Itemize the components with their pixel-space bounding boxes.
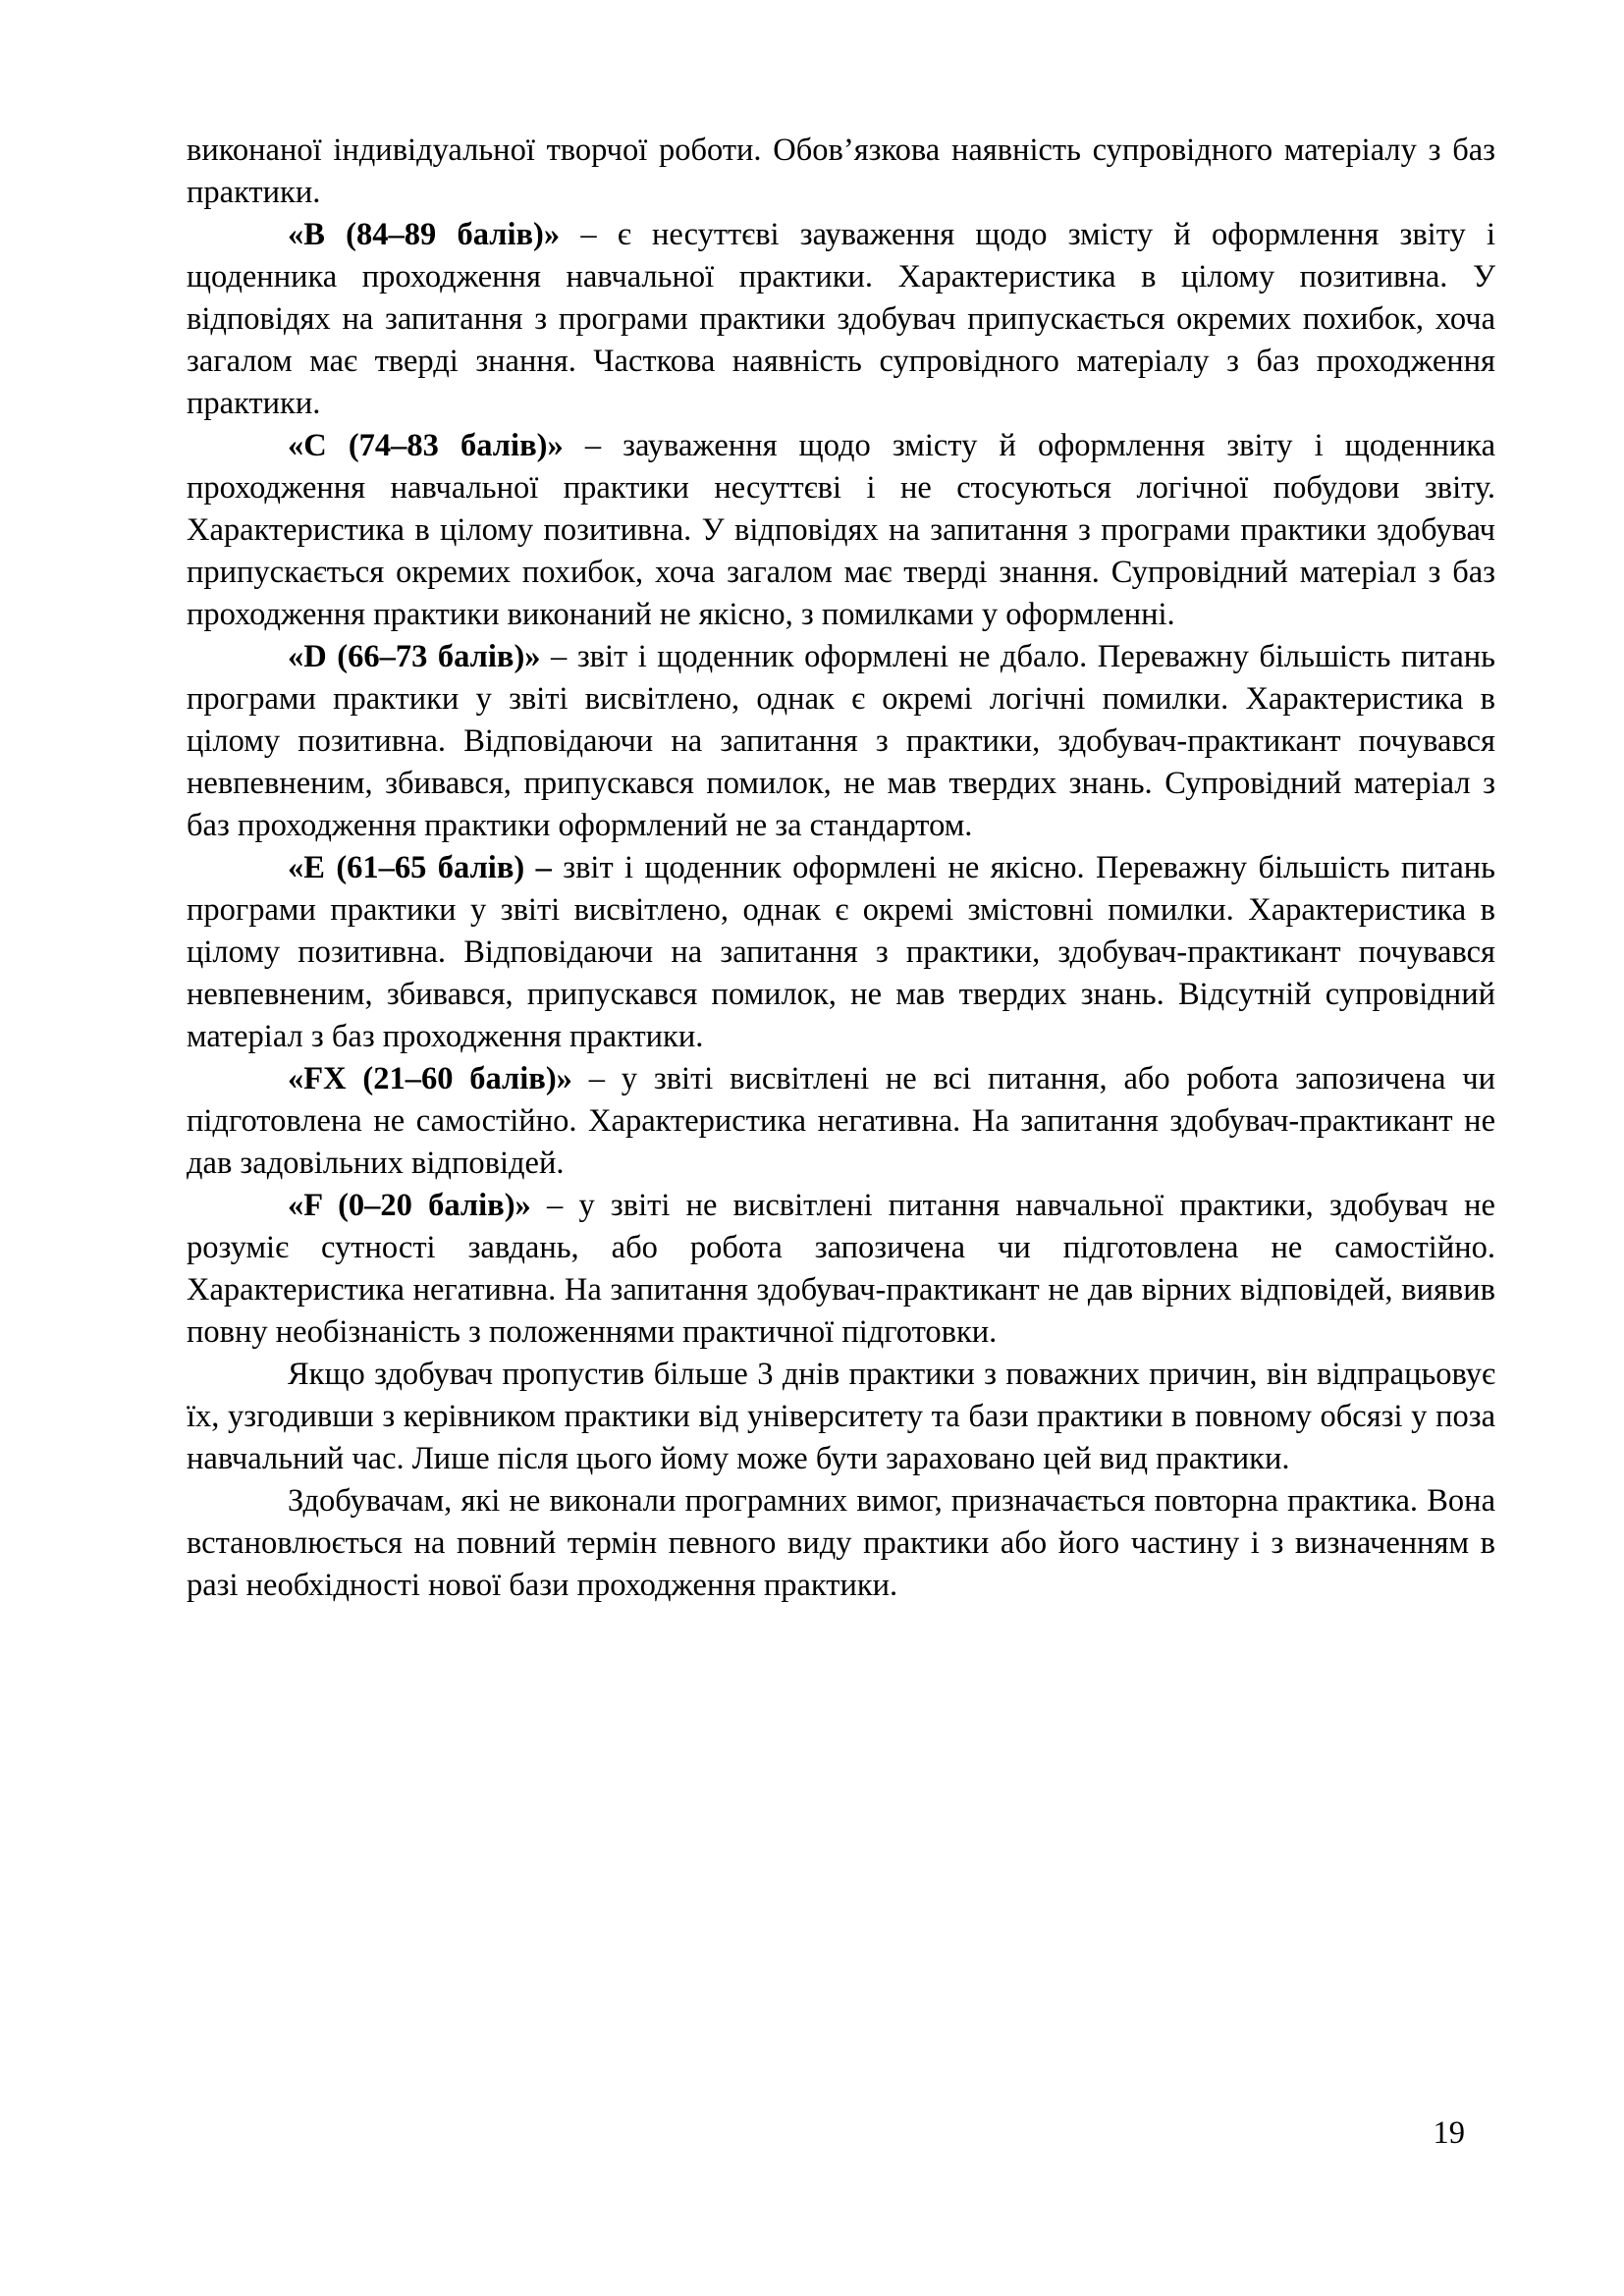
paragraph-grade-f: [187, 1185, 1495, 1354]
paragraph-text: Здобувачам, які не виконали програмних вимог, призначається повторна практика. Вона встановлюється на повний термін певного виду практики або його частину і з визначенням в разі необхідності нової бази проходження практики.: [187, 1483, 1495, 1603]
grade-d-label: «D (66–73 балів)»: [288, 639, 541, 674]
paragraph-text: – зауваження щодо змісту й оформлення звіту і щоденника проходження навчальної практики несуттєві і не стосуються логічної побудови звіту. Характеристика в цілому позитивна. У відповідях на запитання з програми практики здобувач припускається окремих похибок, хоча загалом має тверді знання. Супровідний матеріал з баз проходження практики виконаний не якісно, з помилками у оформленні.: [187, 428, 1496, 632]
grade-fx-label: «FX (21–60 балів)»: [288, 1061, 572, 1096]
paragraph-grade-c: [187, 425, 1495, 636]
document-text-block: [187, 130, 1495, 1607]
page-number: 19: [1433, 2115, 1465, 2151]
paragraph-text: виконаної індивідуальної творчої роботи. Обов’язкова наявність супровідного матеріалу з баз практики.: [187, 133, 1495, 210]
paragraph-text: – є несуттєві зауваження щодо змісту й оформлення звіту і щоденника проходження навчальної практики. Характеристика в цілому позитивна. У відповідях на запитання з програми практики здобувач припускається окремих похибок, хоча загалом має тверді знання. Часткова наявність супровідного матеріалу з баз проходження практики.: [187, 217, 1495, 421]
paragraph-grade-fx: [187, 1058, 1495, 1185]
paragraph-text: звіт і щоденник оформлені не якісно. Переважну більшість питань програми практики у звіті висвітлено, однак є окремі змістовні помилки. Характеристика в цілому позитивна. Відповідаючи на запитання з практики, здобувач-практикант почувався невпевненим, збивався, припускався помилок, не мав твердих знань. Відсутній супровідний матеріал з баз проходження практики.: [187, 850, 1495, 1054]
grade-f-label: «F (0–20 балів)»: [288, 1188, 531, 1223]
paragraph-missed-days: [187, 1354, 1495, 1480]
paragraph-grade-b: [187, 214, 1495, 425]
paragraph-grade-d: [187, 636, 1495, 847]
paragraph-text: – у звіті висвітлені не всі питання, або робота запозичена чи підготовлена не самостійно. Характеристика негативна. На запитання здобувач-практикант не дав задовільних відповідей.: [187, 1061, 1495, 1181]
paragraph-grade-e: [187, 847, 1495, 1058]
grade-c-label: «С (74–83 балів)»: [288, 428, 564, 463]
paragraph-text: Якщо здобувач пропустив більше 3 днів практики з поважних причин, він відпрацьовує їх, узгодивши з керівником практики від університету та бази практики в повному обсязі у поза навчальний час. Лише після цього йому може бути зараховано цей вид практики.: [187, 1357, 1495, 1476]
grade-b-label: «В (84–89 балів)»: [288, 217, 561, 252]
paragraph-text: – звіт і щоденник оформлені не дбало. Переважну більшість питань програми практики у звіті висвітлено, однак є окремі логічні помилки. Характеристика в цілому позитивна. Відповідаючи на запитання з практики, здобувач-практикант почувався невпевненим, збивався, припускався помилок, не мав твердих знань. Супровідний матеріал з баз проходження практики оформлений не за стандартом.: [187, 639, 1495, 843]
grade-e-label: «Е (61–65 балів) –: [288, 850, 552, 885]
paragraph-continuation: [187, 130, 1495, 214]
paragraph-text: – у звіті не висвітлені питання навчальної практики, здобувач не розуміє сутності завдань, або робота запозичена чи підготовлена не самостійно. Характеристика негативна. На запитання здобувач-практикант не дав вірних відповідей, виявив повну необізнаність з положеннями практичної підготовки.: [187, 1188, 1495, 1350]
paragraph-repeat-practice: [187, 1480, 1495, 1607]
